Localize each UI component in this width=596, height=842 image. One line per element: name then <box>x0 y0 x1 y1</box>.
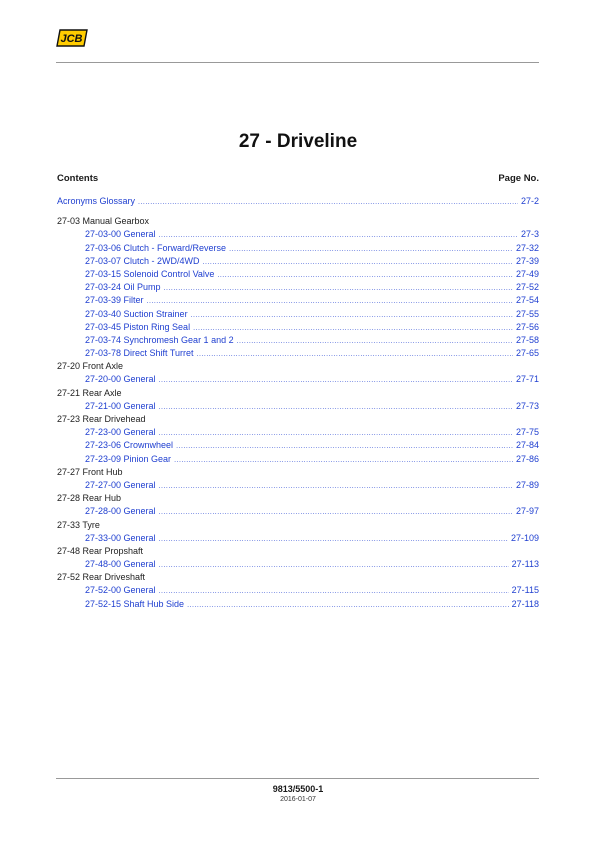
table-of-contents <box>57 195 539 611</box>
toc-entry[interactable] <box>57 347 539 360</box>
dot-leader <box>147 295 513 308</box>
toc-section-title: 27-48 Rear Propshaft <box>57 545 144 556</box>
toc-entry-page[interactable]: 27-56 <box>515 321 539 332</box>
dot-leader <box>159 533 508 546</box>
toc-entry-label[interactable]: 27-03-07 Clutch - 2WD/4WD <box>85 255 200 266</box>
dot-leader <box>138 196 518 209</box>
toc-entry[interactable] <box>57 505 539 518</box>
dot-leader <box>159 427 513 440</box>
dot-leader <box>229 243 513 256</box>
dot-leader <box>159 374 513 387</box>
toc-entry-label[interactable]: Acronyms Glossary <box>57 196 136 206</box>
toc-entry-label[interactable]: 27-33-00 General <box>85 532 156 543</box>
dot-leader <box>217 269 513 282</box>
toc-entry[interactable] <box>57 453 539 466</box>
toc-entry-page[interactable]: 27-115 <box>511 585 539 596</box>
toc-entry-page[interactable]: 27-89 <box>515 479 539 490</box>
toc-entry-label[interactable]: 27-52-15 Shaft Hub Side <box>85 598 185 609</box>
toc-entry-label[interactable]: 27-28-00 General <box>85 506 156 517</box>
toc-entry-page[interactable]: 27-73 <box>515 400 539 411</box>
dot-leader <box>159 401 513 414</box>
toc-entry-page[interactable]: 27-32 <box>515 242 539 253</box>
toc-entry-page[interactable]: 27-52 <box>515 282 539 293</box>
toc-entry-page[interactable]: 27-97 <box>515 506 539 517</box>
toc-entry-page[interactable]: 27-39 <box>515 255 539 266</box>
header-divider <box>56 62 539 63</box>
contents-label: Contents <box>57 173 99 184</box>
toc-entry-page[interactable]: 27-84 <box>515 440 539 451</box>
toc-entry-label[interactable]: 27-03-78 Direct Shift Turret <box>85 348 194 359</box>
toc-entry[interactable] <box>57 321 539 334</box>
toc-entry-label[interactable]: 27-48-00 General <box>85 559 156 570</box>
toc-entry-label[interactable]: 27-27-00 General <box>85 479 156 490</box>
dot-leader <box>197 348 513 361</box>
toc-entry-label[interactable]: 27-23-06 Crownwheel <box>85 440 174 451</box>
toc-entry-page[interactable]: 27-54 <box>515 295 539 306</box>
toc-section-title: 27-23 Rear Drivehead <box>57 414 146 424</box>
toc-entry[interactable] <box>57 426 539 439</box>
toc-entry-label[interactable]: 27-03-74 Synchromesh Gear 1 and 2 <box>85 334 234 345</box>
toc-entry-page[interactable]: 27-109 <box>510 532 539 543</box>
toc-section-title: 27-52 Rear Driveshaft <box>57 572 146 583</box>
toc-entry[interactable] <box>57 439 539 452</box>
toc-entry-page[interactable]: 27-118 <box>511 598 539 609</box>
toc-entry-label[interactable]: 27-03-39 Filter <box>85 295 144 306</box>
toc-section-title: 27-28 Rear Hub <box>57 493 122 504</box>
toc-entry-label[interactable]: 27-23-09 Pinion Gear <box>85 453 172 464</box>
logo-text: JCB <box>60 33 83 46</box>
jcb-logo <box>56 29 88 47</box>
toc-section-title: 27-27 Front Hub <box>57 466 123 477</box>
toc-entry-acronyms-glossary[interactable] <box>57 195 539 208</box>
document-date: 2016-01-07 <box>280 796 316 803</box>
toc-entry-label[interactable]: 27-03-24 Oil Pump <box>85 282 161 293</box>
toc-entry[interactable] <box>57 400 539 413</box>
toc-entry-page[interactable]: 27-3 <box>520 229 539 240</box>
toc-entry[interactable] <box>57 334 539 347</box>
toc-entry-label[interactable]: 27-21-00 General <box>85 400 156 411</box>
toc-entry[interactable] <box>57 558 539 571</box>
page-no-label: Page No. <box>498 173 539 184</box>
toc-entry[interactable] <box>57 584 539 597</box>
dot-leader <box>193 322 513 335</box>
toc-entry-label[interactable]: 27-03-06 Clutch - Forward/Reverse <box>85 242 227 253</box>
dot-leader <box>176 440 513 453</box>
toc-entry-page[interactable]: 27-65 <box>515 348 539 359</box>
toc-entry-label[interactable]: 27-03-15 Solenoid Control Valve <box>85 268 215 279</box>
toc-entry-label[interactable]: 27-03-45 Piston Ring Seal <box>85 321 191 332</box>
page-title: 27 - Driveline <box>238 131 358 152</box>
toc-entry[interactable] <box>57 228 539 241</box>
toc-entry-page[interactable]: 27-58 <box>515 334 539 345</box>
dot-leader <box>174 454 513 467</box>
toc-entry[interactable] <box>57 242 539 255</box>
toc-entry[interactable] <box>57 598 539 611</box>
dot-leader <box>164 282 513 295</box>
toc-entry[interactable] <box>57 479 539 492</box>
dot-leader <box>159 506 513 519</box>
document-number: 9813/5500-1 <box>272 784 324 794</box>
dot-leader <box>237 335 513 348</box>
toc-section-title: 27-21 Rear Axle <box>57 387 122 398</box>
toc-section-title: 27-33 Tyre <box>57 519 100 530</box>
toc-entry-page[interactable]: 27-113 <box>511 559 539 570</box>
toc-entry[interactable] <box>57 281 539 294</box>
toc-entry[interactable] <box>57 255 539 268</box>
toc-entry-page[interactable]: 27-86 <box>515 453 539 464</box>
dot-leader <box>159 585 509 598</box>
dot-leader <box>191 309 513 322</box>
toc-entry[interactable] <box>57 308 539 321</box>
toc-entry[interactable] <box>57 294 539 307</box>
toc-entry-label[interactable]: 27-23-00 General <box>85 427 156 438</box>
dot-leader <box>203 256 513 269</box>
dot-leader <box>187 599 509 612</box>
toc-entry-page[interactable]: 27-71 <box>515 374 539 385</box>
toc-entry[interactable] <box>57 532 539 545</box>
toc-entry-page[interactable]: 27-2 <box>520 196 539 206</box>
toc-entry-label[interactable]: 27-52-00 General <box>85 585 156 596</box>
footer-divider <box>56 778 539 779</box>
toc-entry-label[interactable]: 27-20-00 General <box>85 374 156 385</box>
toc-section-title: 27-20 Front Axle <box>57 361 124 372</box>
toc-entry[interactable] <box>57 268 539 281</box>
toc-header <box>57 173 539 184</box>
toc-entry-page[interactable]: 27-55 <box>515 308 539 319</box>
toc-entry-label[interactable]: 27-03-40 Suction Strainer <box>85 308 188 319</box>
toc-entry-page[interactable]: 27-49 <box>515 268 539 279</box>
dot-leader <box>159 559 509 572</box>
toc-section-title: 27-03 Manual Gearbox <box>57 216 150 227</box>
toc-entry[interactable] <box>57 373 539 386</box>
dot-leader <box>159 480 513 493</box>
toc-entry-label[interactable]: 27-03-00 General <box>85 229 156 240</box>
toc-entry-page[interactable]: 27-75 <box>515 427 539 438</box>
